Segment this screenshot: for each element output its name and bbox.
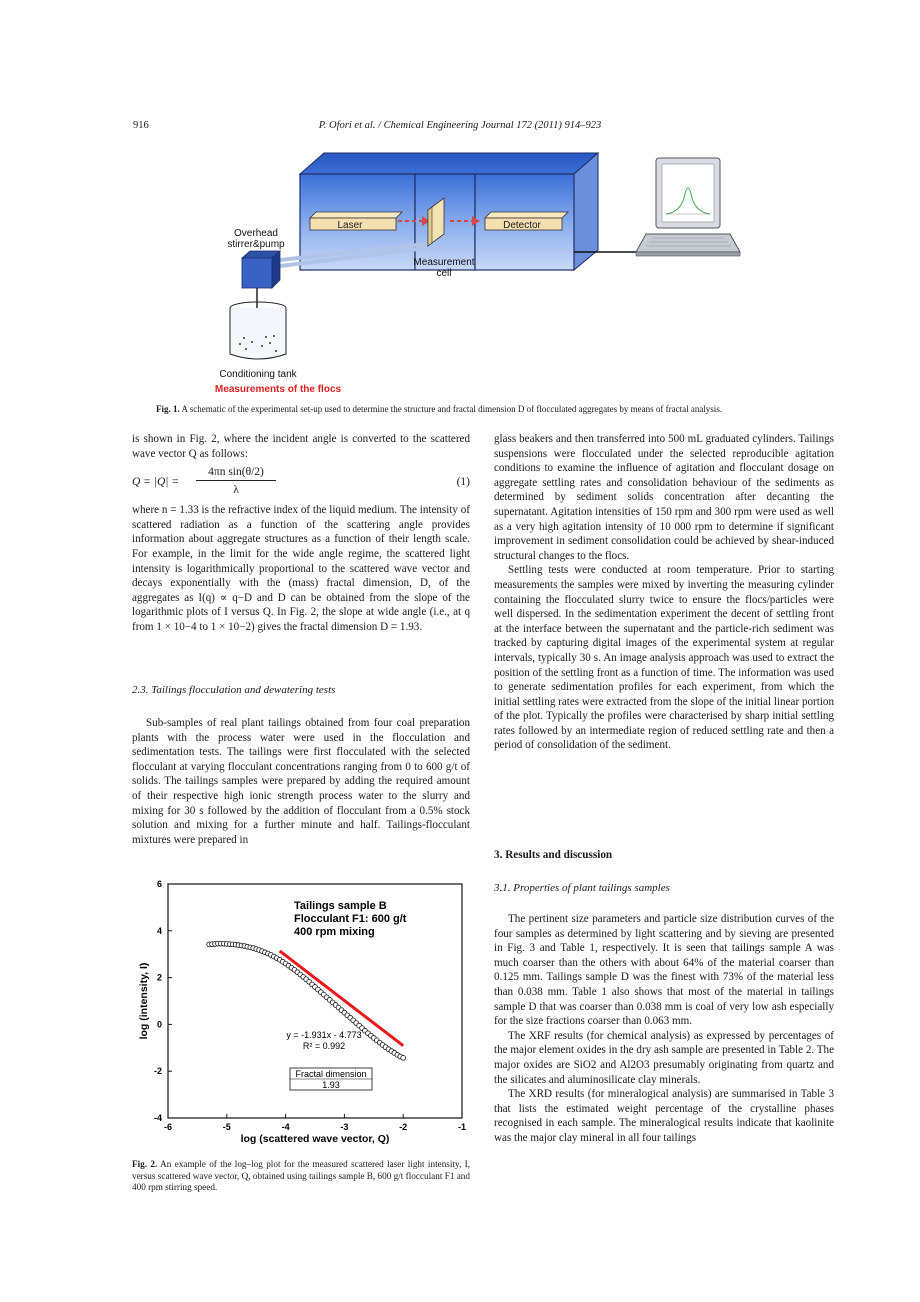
paragraph: The pertinent size parameters and particle size distribution curves of the four samples as determined by light scattering and by sieving are presented in Fig. 3 and Table 1, respectively. It is seen that tailings sample A was much coarser than the others with about 64% of the material coarser than 0.125 mm. Tailings sample D was the finest with 73% of the material less than 0.038 mm. Table 1 also shows that most of the material in tailings sample D that was coarser than 0.038 mm is coal of very low ash especially for the size fractions coarser than 0.063 mm. <box>494 913 834 1028</box>
cell-label-1: Measurement <box>413 257 475 268</box>
chart-title-line-1: Tailings sample B <box>294 900 387 912</box>
tank-label: Conditioning tank <box>219 369 297 380</box>
equation-denominator: λ <box>233 484 239 497</box>
stirrer-pump-icon <box>242 258 272 288</box>
instrument-top-face <box>300 153 598 174</box>
y-tick-label: 0 <box>156 1019 162 1030</box>
y-axis-label: log (intensity, I) <box>138 962 150 1040</box>
y-tick-label: -4 <box>153 1113 162 1123</box>
figure-1-caption-label: Fig. 1. <box>156 404 180 414</box>
page-number: 916 <box>133 120 149 131</box>
stirrer-label-1: Overhead <box>234 228 278 239</box>
x-axis-label: log (scattered wave vector, Q) <box>240 1133 390 1145</box>
figure-2-chart <box>134 876 474 1148</box>
x-tick-label: -4 <box>281 1122 290 1132</box>
figure-2-caption <box>132 1159 470 1194</box>
fit-equation: y = -1.931x - 4.773 <box>286 1030 362 1040</box>
paragraph: Settling tests were conducted at room temperature. Prior to starting measurements the samples were mixed by inverting the measuring cylinder containing the flocculated slurry twice to ensure the flocs/particles were well dispersed. In the sedimentation experiment the decent of settling front at the interface between the supernatant and the particle-rich sediment was tracked by capturing digital images of the experimental system at regular intervals, typically 30 s. An image analysis approach was used to extract the position of the settling front as a function of time. The information was used to generate sedimentation profiles for each experiment, from which the initial settling rates were extracted from the slope of the initial linear portion of the plot. Typically the profiles were characterised by sharp initial settling rates followed by an intermediate region of reduced settling rate and then a period of consolidation of the sediment. <box>494 564 834 752</box>
x-tick-label: -6 <box>163 1122 173 1132</box>
stirrer-label-2: stirrer&pump <box>227 239 285 250</box>
running-header <box>0 120 920 136</box>
left-column-top <box>132 432 470 635</box>
equation-lhs: Q = |Q| = <box>132 476 180 489</box>
detector-label: Detector <box>503 220 541 231</box>
y-tick-label: 4 <box>156 925 162 936</box>
journal-citation: P. Ofori et al. / Chemical Engineering Journal 172 (2011) 914–923 <box>318 120 602 131</box>
x-tick-label: -5 <box>222 1122 231 1132</box>
section-heading-2-3: 2.3. Tailings flocculation and dewatering tests <box>132 684 336 696</box>
right-column-top <box>494 432 834 753</box>
data-point <box>401 1055 406 1060</box>
figure-1-schematic <box>200 148 840 398</box>
right-column-bottom <box>494 912 834 1146</box>
section-heading-3-1: 3.1. Properties of plant tailings samples <box>494 882 670 894</box>
fractal-box-value: 1.93 <box>322 1080 340 1090</box>
paragraph: glass beakers and then transferred into 500 mL graduated cylinders. Tailings suspensions were flocculated under the selected reproducible agitation conditions to examine the influence of agitation and flocculant dosage on aggregate settling rates and consolidation behaviour of the sediments as determined by sediment solids concentration after decanting the supernatant. Agitation intensities of 150 rpm and 300 rpm were used as well as a very high agitation intensity of 10 000 rpm to determine if significant improvement in sediment consolidation could be achieved by shear-induced structural changes to the flocs. <box>494 433 834 562</box>
fractal-box-title: Fractal dimension <box>295 1069 367 1079</box>
paragraph: where n = 1.33 is the refractive index of the liquid medium. The intensity of scattered radiation as a function of the scattering angle provides information about aggregate structures as a function of their length scale. For example, in the limit for the wide angle regime, the scattered light intensity is logarithmically proportional to the scattered wave vector and decays exponentially with the (mass) fractal dimension, D, of the aggregates as I(q) ∝ q−D and D can be obtained from the slope of the logarithmic plots of I versus Q. In Fig. 2, the slope at wide angle (i.e., at q from 1 × 10−4 to 1 × 10−2) gives the fractal dimension D = 1.93. <box>132 504 470 633</box>
x-tick-label: -3 <box>340 1122 349 1132</box>
figure-1-caption-text: A schematic of the experimental set-up used to determine the structure and fractal dimension D of flocculated aggregates by means of fractal analysis. <box>181 404 723 414</box>
y-tick-label: 2 <box>156 972 162 983</box>
paragraph: The XRF results (for chemical analysis) as expressed by percentages of the major element oxides in the dry ash sample are presented in Table 2. The major oxides are SiO2 and Al2O3 presumably originating from quartz and the silicates and aluminosilicate clay minerals. <box>494 1029 834 1086</box>
chart-title-line-3: 400 rpm mixing <box>294 926 375 938</box>
y-tick-label: 6 <box>156 879 162 889</box>
figure-2-caption-text: An example of the log–log plot for the measured scattered laser light intensity, I, versus scattered wave vector, Q, obtained using tailings sample B, 600 g/t flocculant F1 and 400 rpm stirring speed. <box>132 1159 470 1192</box>
x-tick-label: -1 <box>457 1122 467 1132</box>
measurements-label: Measurements of the flocs <box>214 384 342 395</box>
cell-label-2: cell <box>436 268 452 279</box>
section-heading-3: 3. Results and discussion <box>494 849 613 861</box>
fit-r2: R² = 0.992 <box>302 1041 346 1051</box>
paragraph: The XRD results (for mineralogical analysis) are summarised in Table 3 that lists the estimated weight percentage of the crystalline phases recognised in each sample. The mineralogical results indicate that kaolinite was the major clay mineral in all four tailings <box>494 1088 834 1144</box>
figure-1-caption <box>156 404 836 414</box>
equation-numerator: 4πn sin(θ/2) <box>196 465 276 481</box>
laser-label: Laser <box>337 220 363 231</box>
chart-title-line-2: Flocculant F1: 600 g/t <box>294 913 407 925</box>
left-column-bottom <box>132 716 470 847</box>
y-tick-label: -2 <box>153 1066 162 1077</box>
x-tick-label: -2 <box>399 1122 408 1132</box>
figure-2-caption-label: Fig. 2. <box>132 1159 158 1169</box>
equation-number: (1) <box>456 476 470 489</box>
equation-1 <box>132 463 470 503</box>
paragraph: Sub-samples of real plant tailings obtained from four coal preparation plants with the process water were used in the flocculation and sedimentation tests. The tailings were first flocculated with the selected flocculant at varying flocculant concentrations ranging from 0 to 600 g/t of solids. The tailings samples were prepared by adding the required amount of their respective high ionic strength process water to the slurry and mixing for 30 s followed by the addition of flocculant from a 0.5% stock solution and mixing for a further minute and half. Tailings-flocculant mixtures were prepared in <box>132 717 470 846</box>
paragraph: is shown in Fig. 2, where the incident angle is converted to the scattered wave vector Q as follows: <box>132 433 470 460</box>
